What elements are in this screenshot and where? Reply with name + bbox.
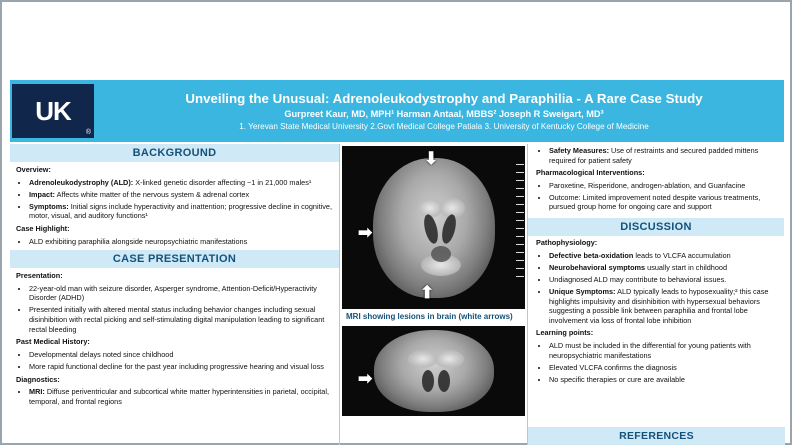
bullet-text: Undiagnosed ALD may contribute to behavioral issues. — [549, 274, 727, 284]
right-arrow-icon: ➡ — [358, 369, 373, 388]
mri-second-image — [342, 326, 525, 416]
diagnostics-label: Diagnostics: — [16, 374, 60, 384]
pharmacological-bullets — [536, 181, 777, 212]
management-body — [528, 144, 784, 212]
brain-shape — [374, 330, 494, 412]
bullet-lead: Defective beta-oxidation — [549, 250, 634, 260]
bullet-text: Use of restraints and secured padded mittens required for patient safety — [549, 146, 759, 165]
bullet-lead: Symptoms: — [29, 201, 69, 211]
mri-caption: MRI showing lesions in brain (white arrows) — [346, 312, 513, 321]
bullet-text: Diffuse periventricular and subcortical white matter hyperintensities in parietal, occipital, temporal, and frontal regions — [29, 387, 329, 406]
bullet-lead: Unique Symptoms: — [549, 286, 616, 296]
pmh-bullets — [16, 350, 333, 372]
list-item: • Paroxetine, Risperidone, androgen-ablation, and Guanfacine — [549, 181, 777, 191]
ventricle — [438, 370, 450, 392]
bullet-text: Initial signs include hyperactivity and inattention; progressive decline in cognitive, motor, visual, and auditory functions¹ — [29, 201, 332, 221]
background-bullets — [16, 178, 333, 221]
ventricle — [422, 370, 434, 392]
list-item: • ALD must be included in the differential for young patients with neuropsychiatric manifestations — [549, 341, 777, 360]
list-item: • No specific therapies or cure are available — [549, 375, 777, 385]
list-item: • Presented initially with altered mental status including behavior changes including sexual disinhibition with rectal picking and self-stimulating digital manipulation leading to significant rectal bleeding — [29, 305, 333, 334]
list-item: • 22-year-old man with seizure disorder, Asperger syndrome, Attention-Deficit/Hyperactivity Disorder (ADHD) — [29, 284, 333, 303]
background-body — [10, 162, 339, 246]
pathophysiology-label: Pathophysiology: — [536, 238, 598, 248]
mri-axial-image — [342, 146, 525, 309]
middle-column — [342, 144, 525, 445]
mri-axial-figure — [342, 146, 525, 324]
presentation-bullets — [16, 284, 333, 334]
bullet-text: leads to VLCFA accumulation — [633, 250, 731, 260]
down-arrow-icon: ⬇ — [424, 149, 439, 168]
list-item — [549, 251, 777, 261]
case-highlight-bullets — [16, 237, 333, 247]
list-item: • ALD exhibiting paraphilia alongside neuropsychiatric manifestations — [29, 237, 333, 247]
presentation-label: Presentation: — [16, 271, 63, 281]
list-item — [549, 275, 777, 285]
list-item: • Elevated VLCFA confirms the diagnosis — [549, 363, 777, 373]
bullet-lead: Neurobehavioral symptoms — [549, 262, 646, 272]
learning-points-bullets — [536, 341, 777, 384]
logo-text: UK — [35, 95, 71, 126]
ventricle — [439, 212, 458, 244]
list-item — [29, 387, 333, 406]
list-item — [549, 146, 777, 165]
discussion-body — [528, 236, 784, 384]
right-column — [527, 144, 784, 445]
ventricle — [431, 246, 451, 262]
bullet-text: ALD typically leads to hyposexuality;² this case highlights impulsivity and disinhibition with hypersexual behaviors suggesting a possible link between paraphilia and frontal lobe involvement via loss of frontal lobe inhibition — [549, 286, 769, 325]
logo-trademark-icon: ® — [85, 129, 90, 136]
overview-label: Overview: — [16, 165, 51, 174]
section-header-discussion: DISCUSSION — [528, 218, 784, 236]
pharmacological-label: Pharmacological Interventions: — [536, 168, 645, 178]
bullet-text: usually start in childhood — [645, 262, 728, 272]
bullet-lead: Impact: — [29, 189, 55, 199]
poster-header — [10, 80, 784, 142]
white-matter-lesion — [434, 350, 464, 368]
page-title: Unveiling the Unusual: Adrenoleukodystrophy and Paraphilia - A Rare Case Study — [185, 90, 703, 106]
learning-points-label: Learning points: — [536, 328, 594, 338]
list-item — [29, 178, 333, 188]
list-item — [29, 190, 333, 200]
bullet-lead: MRI: — [29, 387, 45, 397]
right-arrow-icon: ➡ — [358, 223, 373, 242]
section-header-references: REFERENCES — [528, 427, 785, 445]
up-arrow-icon: ⬆ — [420, 283, 435, 302]
header-text-block — [114, 91, 774, 132]
bullet-text: X-linked genetic disorder affecting ~1 in 21,000 males¹ — [133, 177, 312, 187]
image-scale-ruler — [516, 164, 524, 284]
list-item — [549, 263, 777, 273]
safety-bullets — [536, 146, 777, 165]
bullet-lead: Safety Measures: — [549, 146, 610, 155]
brain-shape — [373, 158, 495, 298]
case-highlight-label: Case Highlight: — [16, 223, 70, 233]
list-item: • More rapid functional decline for the past year including progressive hearing and visual loss — [29, 362, 333, 372]
section-header-case-presentation: CASE PRESENTATION — [10, 250, 339, 268]
list-item: • Outcome: Limited improvement noted despite various treatments, pursued group home for ongoing care and support — [549, 193, 777, 212]
bullet-text: Affects white matter of the nervous system & adrenal cortex — [54, 189, 250, 199]
author-list: Gurpreet Kaur, MD, MPH¹ Harman Antaal, MBBS² Joseph R Sweigart, MD³ — [284, 108, 604, 119]
affiliation-list: 1. Yerevan State Medical University 2.Govt Medical College Patiala 3. University of Kentucky College of Medicine — [239, 121, 649, 131]
diagnostics-bullets — [16, 387, 333, 406]
list-item: • Developmental delays noted since childhood — [29, 350, 333, 360]
mri-second-figure — [342, 326, 525, 416]
pathophysiology-bullets — [536, 251, 777, 326]
section-header-background: BACKGROUND — [10, 144, 339, 162]
bullet-lead: Adrenoleukodystrophy (ALD): — [29, 177, 134, 187]
list-item — [549, 287, 777, 325]
list-item — [29, 202, 333, 221]
case-presentation-body — [10, 268, 339, 406]
pmh-label: Past Medical History: — [16, 337, 90, 347]
ventricle — [421, 212, 440, 244]
left-column — [10, 144, 340, 445]
uk-logo — [12, 84, 94, 138]
